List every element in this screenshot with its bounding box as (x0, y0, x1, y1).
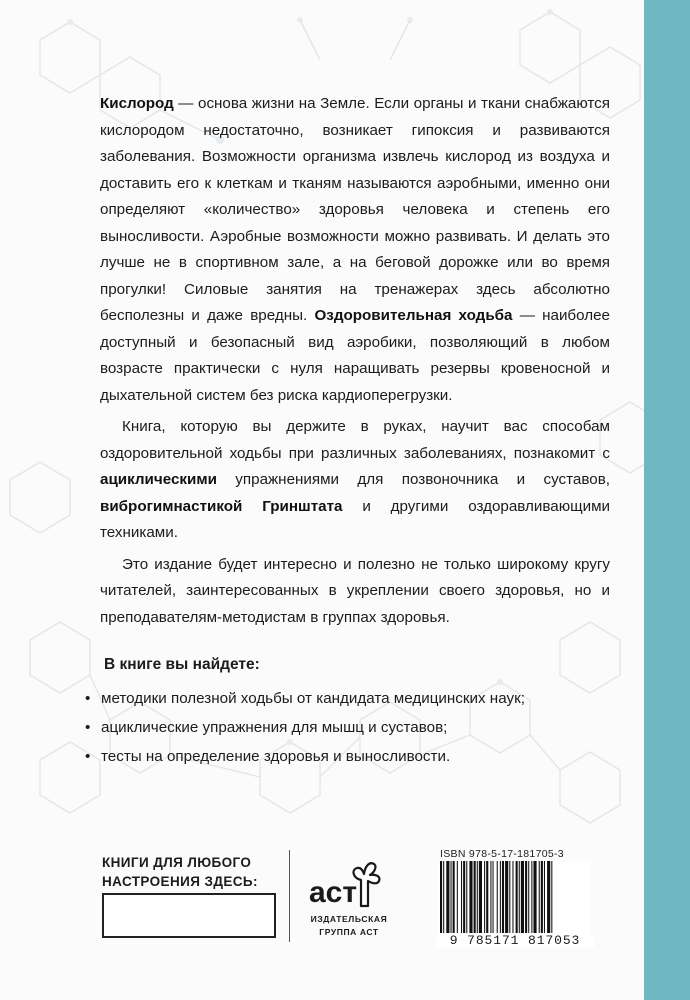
barcode-bar (486, 861, 488, 933)
barcode-bar (451, 861, 452, 933)
list-item (85, 684, 605, 713)
walking-keyword: Оздоровительная ходьба (314, 307, 513, 324)
ast-logo-icon (309, 858, 387, 908)
barcode-bar (539, 861, 540, 933)
barcode-bar (521, 861, 524, 933)
barcode-bar (490, 861, 491, 933)
barcode-bar (479, 861, 482, 933)
barcode-bar (443, 861, 444, 933)
barcode-bar (500, 861, 501, 933)
bullet-icon: • (85, 719, 91, 736)
logo-wordmark: аст (309, 876, 358, 908)
intro-text-end: — наиболее доступный и безопасный вид аэробики, позволяющий в любом возрасте практически с нуля наращивать резервы кровеносной и дыхательной систем без риска кардиоперегрузки. (100, 307, 610, 404)
book-text-part-c: и другими оздоравливающими техниками. (100, 497, 611, 541)
store-caption-line1: КНИГИ ДЛЯ ЛЮБОГО (102, 855, 252, 870)
vibrogymnastics-keyword: виброгимнастикой Гринштата (100, 497, 343, 515)
list-item-text: ациклические упражнения для мышц и суставов; (101, 719, 448, 736)
barcode-bar (446, 861, 449, 933)
bullet-icon: • (85, 690, 91, 707)
barcode-image (438, 861, 590, 933)
barcode-bar (544, 861, 545, 933)
barcode-bar (502, 861, 504, 933)
barcode-bar (512, 861, 513, 933)
barcode-bar (453, 861, 455, 933)
barcode-bar (541, 861, 543, 933)
features-title: В книге вы найдете: (104, 656, 260, 673)
book-text-part-b: упражнениями для позвоночника и суставов, (216, 471, 610, 488)
features-list (85, 684, 605, 771)
oxygen-keyword: Кислород (100, 95, 174, 112)
acyclic-keyword: ациклическими (100, 471, 217, 488)
barcode-bar (509, 861, 510, 933)
barcode-bar (505, 861, 508, 933)
barcode-bar (497, 861, 498, 933)
barcode-bar (477, 861, 478, 933)
audience-paragraph: Это издание будет интересно и полезно не только широкому кругу читателей, заинтересованных в укреплении своего здоровья, но и преподавателям-методистам в группах здоровья. (100, 555, 610, 626)
barcode-bar (461, 861, 462, 933)
publisher-caption (303, 913, 395, 939)
barcode-bar (466, 861, 467, 933)
isbn-label: ISBN 978-5-17-181705-3 (440, 848, 564, 860)
bullet-icon: • (85, 748, 91, 765)
barcode-bar (531, 861, 532, 933)
list-item-text: методики полезной ходьбы от кандидата медицинских наук; (101, 690, 525, 707)
book-paragraph (100, 414, 610, 547)
store-sticker-box (102, 893, 276, 938)
barcode-bar (547, 861, 550, 933)
barcode-bar (525, 861, 527, 933)
barcode-bar (474, 861, 476, 933)
barcode-bar (528, 861, 529, 933)
barcode-bar (484, 861, 485, 933)
barcode-bar (440, 861, 442, 933)
barcode-bar (457, 861, 458, 933)
barcode-bar (533, 861, 536, 933)
store-caption-line2: НАСТРОЕНИЯ ЗДЕСЬ: (102, 874, 258, 889)
list-item (85, 713, 605, 742)
barcode-bar (519, 861, 520, 933)
store-sticker-caption (102, 853, 258, 891)
spine-color-band (644, 0, 690, 1000)
barcode-bar (469, 861, 472, 933)
description-text-block (100, 91, 610, 631)
barcode-bar (516, 861, 518, 933)
book-text-part-a: Книга, которую вы держите в руках, научит вас способам оздоровительной ходьбы при различных заболеваниях, познакомит с (100, 418, 610, 462)
barcode-digits: 9 785171 817053 (436, 933, 594, 948)
barcode-bar (551, 861, 552, 933)
intro-paragraph (100, 91, 610, 409)
list-item-text: тесты на определение здоровья и выносливости. (101, 748, 451, 765)
publisher-line2: ГРУППА АСТ (319, 927, 379, 937)
barcode-bar (463, 861, 465, 933)
barcode-bar (493, 861, 494, 933)
publisher-line1: ИЗДАТЕЛЬСКАЯ (310, 914, 388, 924)
vertical-divider (289, 850, 290, 942)
intro-text-part: — основа жизни на Земле. Если органы и ткани снабжаются кислородом недостаточно, возникает гипоксия и развиваются заболевания. Возможности организма извлечь кислород из воздуха и доставить его к клеткам и тканям называются аэробными, именно они определяют «количество» здоровья человека и степень его выносливости. Аэробные возможности можно развивать. И делать это лучше не в спортивном зале, а на беговой дорожке или во время прогулки! Силовые занятия на тренажерах здесь абсолютно бесполезны и даже вредны. (100, 95, 610, 324)
list-item (85, 742, 605, 771)
